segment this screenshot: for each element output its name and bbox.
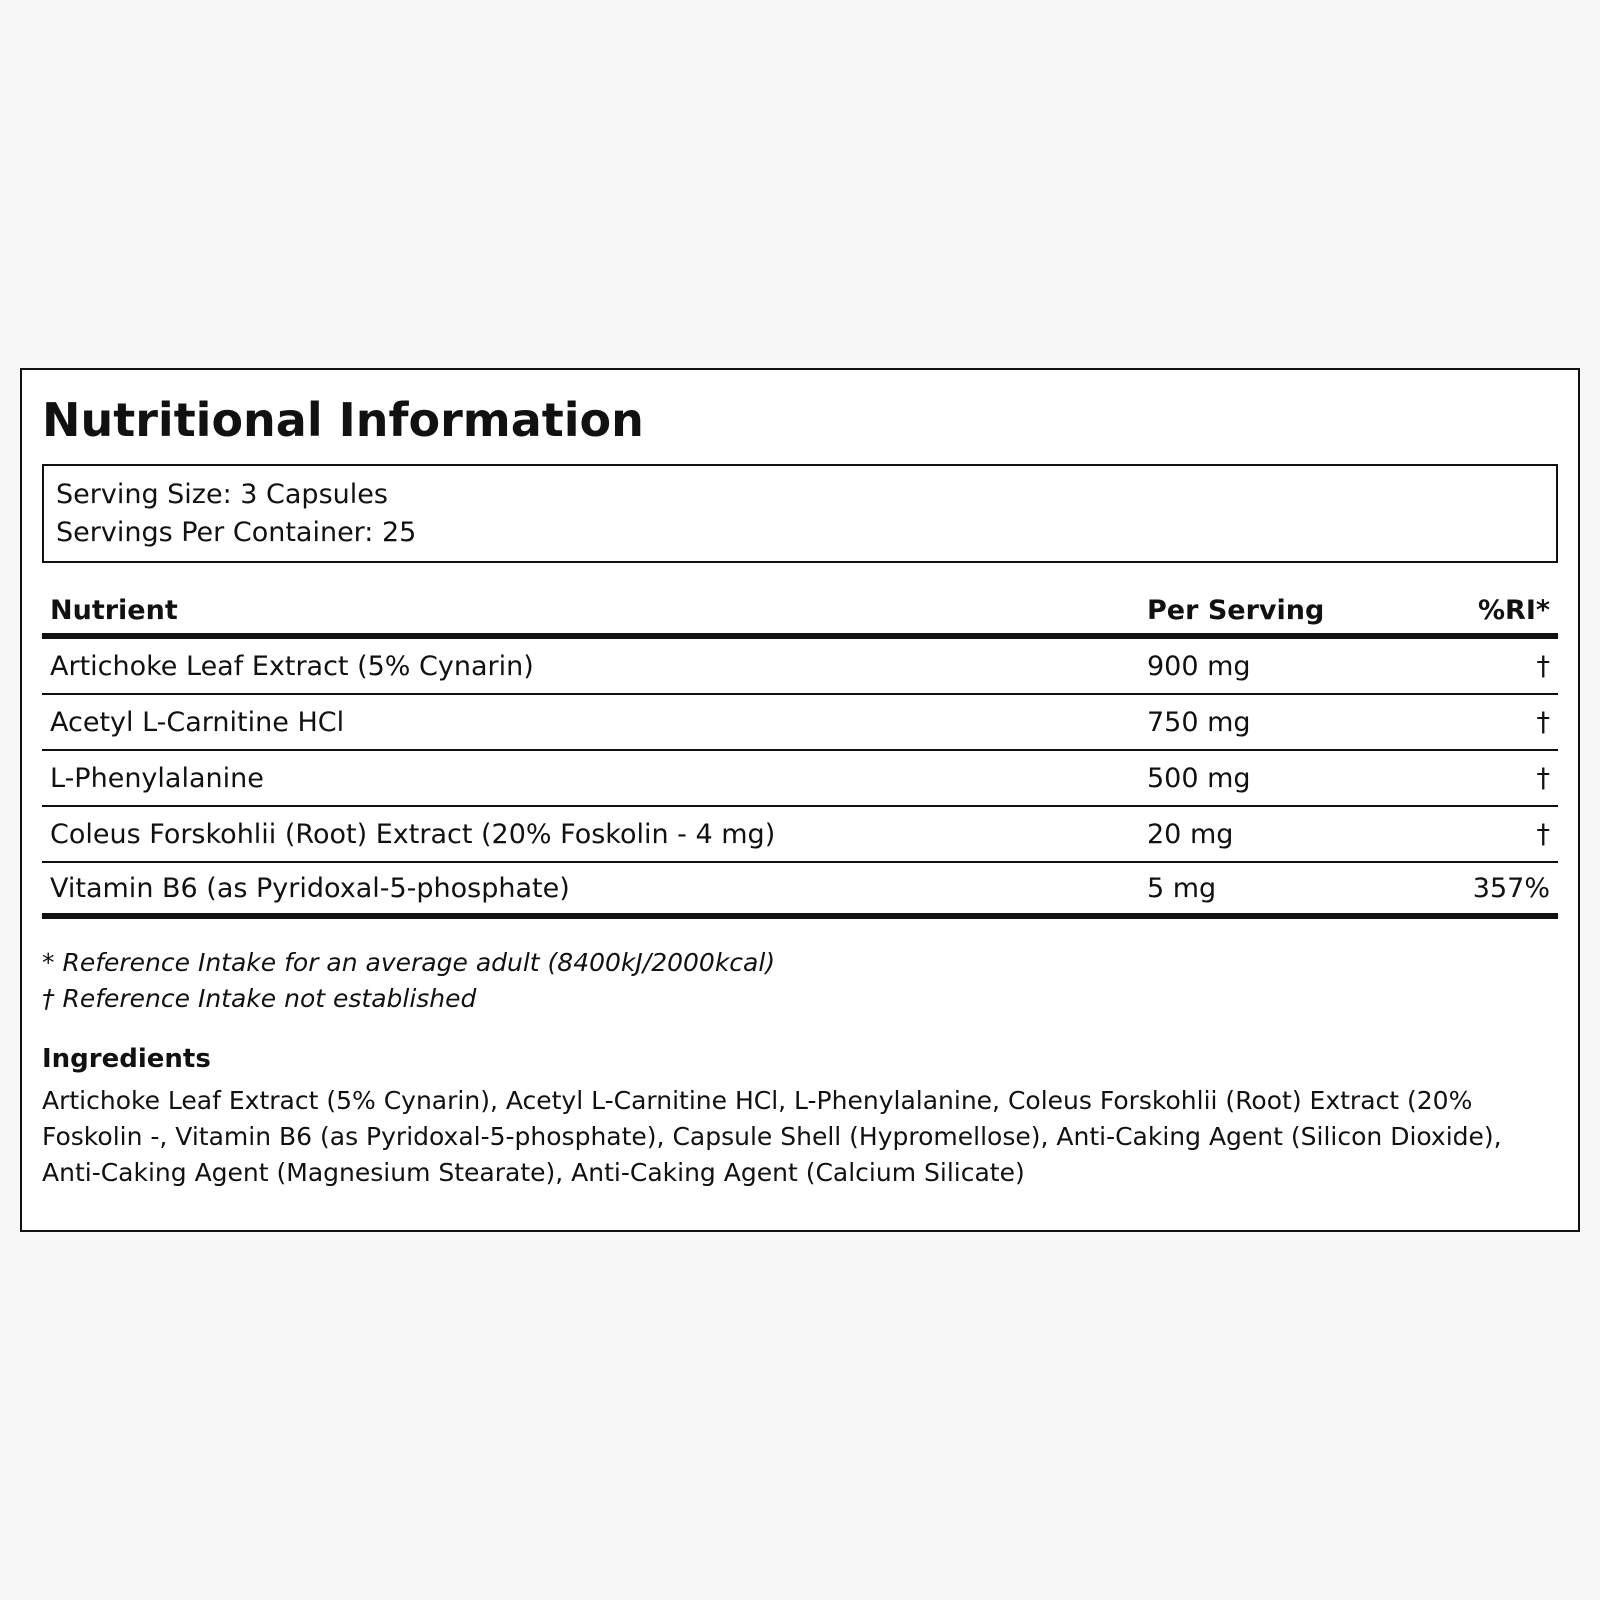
header-ri: %RI* [1477,594,1550,626]
serving-info-box [42,464,1558,563]
table-row [42,807,1558,863]
footnotes [42,945,1558,1017]
serving-size: Serving Size: 3 Capsules [56,479,388,510]
nutrient-name: Coleus Forskohlii (Root) Extract (20% Foskolin - 4 mg) [50,818,776,850]
nutrient-ri: † [1536,650,1550,682]
header-nutrient: Nutrient [50,594,178,626]
nutrient-ri: 357% [1472,872,1550,904]
table-row [42,695,1558,751]
footnote-reference-intake: * Reference Intake for an average adult (8400kJ/2000kcal) [42,948,776,977]
nutrient-amount: 20 mg [1147,818,1234,850]
table-row [42,639,1558,695]
nutrient-name: Artichoke Leaf Extract (5% Cynarin) [50,650,534,682]
nutrient-amount: 900 mg [1147,650,1251,682]
nutrient-amount: 500 mg [1147,762,1251,794]
servings-per-container: Servings Per Container: 25 [56,517,417,548]
table-row [42,751,1558,807]
nutrient-name: Vitamin B6 (as Pyridoxal-5-phosphate) [50,872,570,904]
nutrient-name: Acetyl L-Carnitine HCl [50,706,345,738]
ingredients-heading: Ingredients [42,1044,211,1074]
nutrition-panel [20,368,1580,1232]
nutrient-table [42,587,1558,919]
ingredients-text: Artichoke Leaf Extract (5% Cynarin), Acetyl L-Carnitine HCl, L-Phenylalanine, Coleus Forskohlii (Root) Extract (20% Foskolin -, Vitamin B6 (as Pyridoxal-5-phosphate), Capsule Shell (Hypromellose), Anti-Caking Agent (Silicon Dioxide), Anti-Caking Agent (Magnesium Stearate), Anti-Caking Agent (Calcium Silicate) [42,1086,1502,1187]
page-title: Nutritional Information [42,393,644,447]
nutrient-ri: † [1536,706,1550,738]
nutrient-ri: † [1536,762,1550,794]
nutrient-amount: 5 mg [1147,872,1217,904]
table-header-row [42,587,1558,639]
header-per-serving: Per Serving [1147,594,1325,626]
table-row [42,863,1558,919]
nutrient-name: L-Phenylalanine [50,762,264,794]
nutrient-amount: 750 mg [1147,706,1251,738]
nutrient-ri: † [1536,818,1550,850]
footnote-not-established: † Reference Intake not established [42,984,477,1013]
